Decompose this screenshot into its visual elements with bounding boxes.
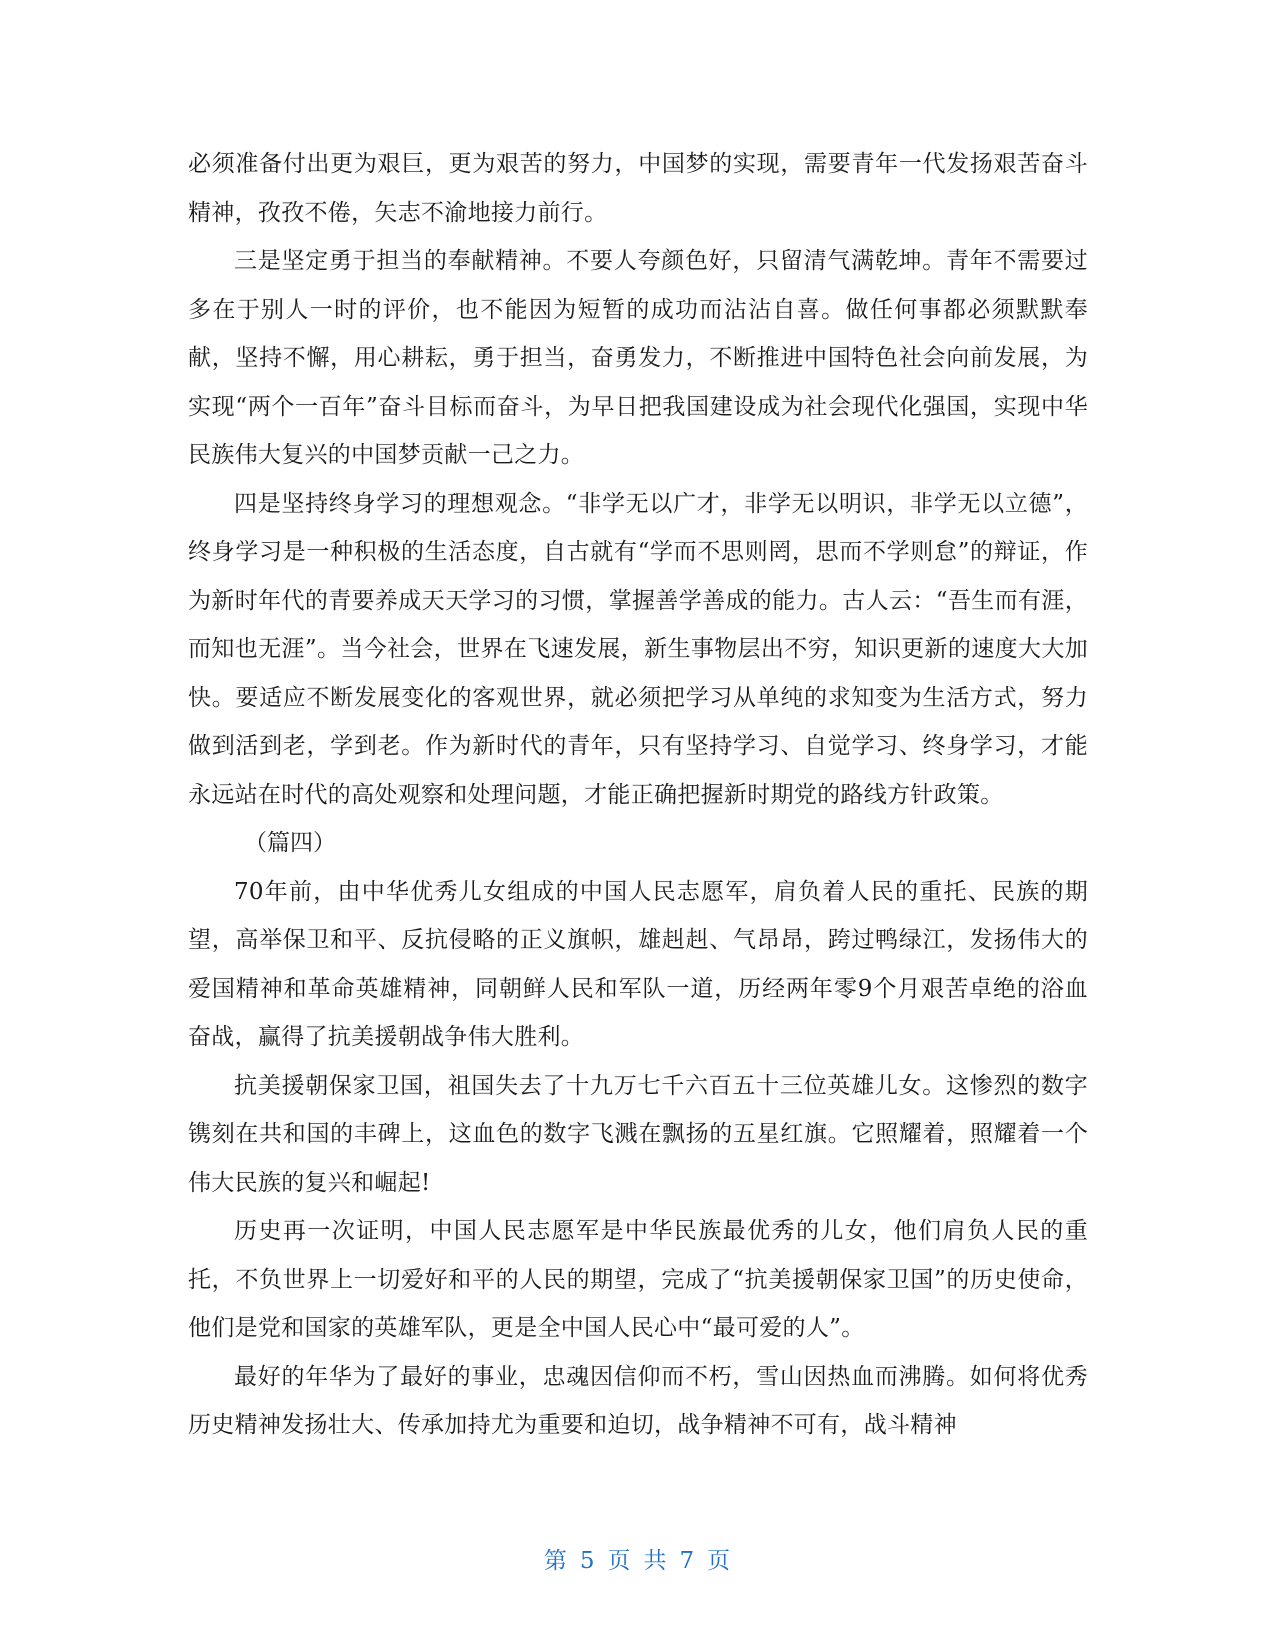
paragraph-dedication-spirit: 三是坚定勇于担当的奉献精神。不要人夸颜色好，只留清气满乾坤。青年不需要过多在于别人一时的评价，也不能因为短暂的成功而沾沾自喜。做任何事都必须默默奉献，坚持不懈，用心耕耘，勇于担当，奋勇发力，不断推进中国特色社会向前发展，为实现“两个一百年”奋斗目标而奋斗，为早日把我国建设成为社会现代化强国，实现中华民族伟大复兴的中国梦贡献一己之力。 <box>188 248 1088 468</box>
paragraph-volunteer-army: 70年前，由中华优秀儿女组成的中国人民志愿军，肩负着人民的重托、民族的期望，高举保卫和平、反抗侵略的正义旗帜，雄赳赳、气昂昂，跨过鸭绿江，发扬伟大的爱国精神和革命英雄精神，同朝鲜人民和军队一道，历经两年零9个月艰苦卓绝的浴血奋战，赢得了抗美援朝战争伟大胜利。 <box>188 878 1088 1050</box>
footer-page-label: 第 <box>543 1548 568 1574</box>
footer-page-unit: 页 <box>607 1548 632 1574</box>
footer-total-unit: 页 <box>707 1548 732 1574</box>
paragraph-sacrifice: 抗美援朝保家卫国，祖国失去了十九万七千六百五十三位英雄儿女。这惨烈的数字镌刻在共和国的丰碑上，这血色的数字飞溅在飘扬的五星红旗。它照耀着，照耀着一个伟大民族的复兴和崛起! <box>188 1072 1088 1196</box>
paragraph-history-proof: 历史再一次证明，中国人民志愿军是中华民族最优秀的儿女，他们肩负人民的重托，不负世界上一切爱好和平的人民的期望，完成了“抗美援朝保家卫国”的历史使命，他们是党和国家的英雄军队，更是全中国人民心中“最可爱的人”。 <box>188 1218 1088 1341</box>
section-heading-part-four: （篇四） <box>244 830 336 856</box>
footer-total-label: 共 <box>643 1548 668 1574</box>
footer-total-pages: 7 <box>679 1548 696 1574</box>
paragraph-continuation: 必须准备付出更为艰巨，更为艰苦的努力，中国梦的实现，需要青年一代发扬艰苦奋斗精神，孜孜不倦，矢志不渝地接力前行。 <box>188 151 1088 226</box>
paragraph-best-years: 最好的年华为了最好的事业，忠魂因信仰而不朽，雪山因热血而沸腾。如何将优秀历史精神发扬壮大、传承加持尤为重要和迫切，战争精神不可有，战斗精神 <box>188 1363 1088 1438</box>
paragraph-lifelong-learning: 四是坚持终身学习的理想观念。“非学无以广才，非学无以明识，非学无以立德”，终身学习是一种积极的生活态度，自古就有“学而不思则罔，思而不学则怠”的辩证，作为新时年代的青要养成天天学习的习惯，掌握善学善成的能力。古人云：“吾生而有涯，而知也无涯”。当今社会，世界在飞速发展，新生事物层出不穷，知识更新的速度大大加快。要适应不断发展变化的客观世界，就必须把学习从单纯的求知变为生活方式，努力做到活到老，学到老。作为新时代的青年，只有坚持学习、自觉学习、终身学习，才能永远站在时代的高处观察和处理问题，才能正确把握新时期党的路线方针政策。 <box>188 490 1088 808</box>
footer-current-page: 5 <box>579 1548 596 1574</box>
document-body <box>188 140 1088 1450</box>
page-footer <box>0 1542 1275 1575</box>
